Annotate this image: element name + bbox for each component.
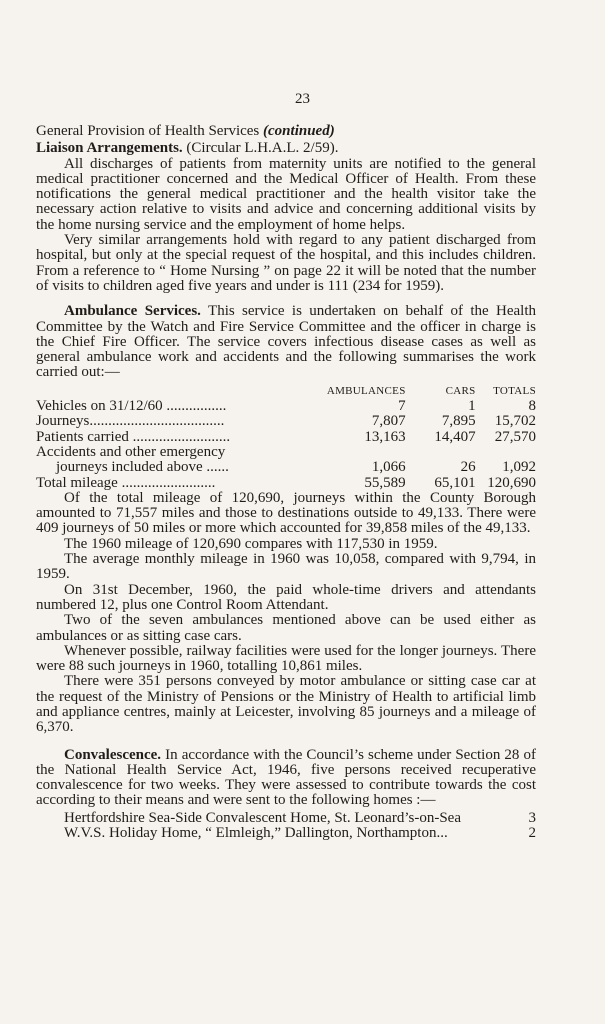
ambulance-paragraph-vehicles: Two of the seven ambulances mentioned above can be used either as ambulances or as sitting case cars. (36, 612, 536, 644)
liaison-heading: Liaison Arrangements. (36, 140, 183, 157)
table-row (36, 399, 536, 414)
ambulance-intro-paragraph (36, 304, 536, 380)
section-heading (36, 124, 536, 139)
home-count: 3 (528, 809, 536, 826)
cell-cars: 26 (460, 459, 476, 476)
ambulance-paragraph-staff: On 31st December, 1960, the paid whole-time drivers and attendants numbered 12, plus one Control Room Attendant. (36, 581, 536, 613)
table-row (36, 445, 536, 460)
liaison-heading-line (36, 141, 536, 156)
table-header-row (36, 384, 536, 399)
cell-totals: 15,702 (494, 413, 536, 430)
ambulance-table (36, 384, 536, 491)
row-label: Accidents and other emergency (36, 443, 226, 460)
convalescence-paragraph (36, 748, 536, 809)
home-name: Hertfordshire Sea-Side Convalescent Home, St. Leonard’s-on-Sea (64, 809, 461, 826)
column-header-cars: CARS (445, 384, 476, 397)
cell-cars: 65,101 (434, 474, 476, 491)
home-count: 2 (528, 825, 536, 842)
table-row (36, 414, 536, 429)
cell-totals: 27,570 (494, 428, 536, 445)
convalescence-intro: In accordance with the Council’s scheme under Section 28 of the National Health Service Act, 1946, five persons received recuperative convalescence for two weeks. They were assessed to contribute towards the cost according to their means and were sent to the following homes :— (36, 746, 536, 809)
liaison-ref: (Circular L.H.A.L. 2/59). (186, 140, 339, 157)
row-label: Total mileage ......................... (36, 474, 216, 491)
page-number: 23 (295, 91, 310, 107)
liaison-paragraph-1: All discharges of patients from maternity units are notified to the general medical practitioner concerned and the Medical Officer of Health. From these notifications the general medical practitioner and the health visitor take the necessary action relative to visits and advice and concerning additional visits by the home nursing service and the employment of home helps. (36, 155, 536, 233)
cell-cars: 14,407 (434, 428, 476, 445)
cell-ambulances: 13,163 (364, 428, 406, 445)
cell-totals: 1,092 (502, 459, 536, 476)
liaison-paragraph-2: Very similar arrangements hold with regard to any patient discharged from hospital, but only at the special request of the hospital, and this includes children. From a reference to “ Home Nursing ” on page 22 it will be noted that the number of visits to children aged five years and under is 111 (234 for 1959). (36, 232, 536, 294)
column-header-totals: TOTALS (493, 384, 536, 397)
row-label: journeys included above ...... (56, 459, 229, 476)
cell-totals: 120,690 (487, 474, 536, 491)
row-label: Journeys.................................... (36, 413, 225, 430)
continued-label: (continued) (263, 123, 335, 139)
cell-cars: 1 (468, 398, 476, 415)
cell-ambulances: 7,807 (371, 413, 406, 430)
list-item (36, 811, 536, 826)
ambulance-heading: Ambulance Services. (64, 303, 201, 320)
home-name: W.V.S. Holiday Home, “ Elmleigh,” Dallington, Northampton... (64, 825, 448, 842)
ambulance-paragraph-ministry: There were 351 persons conveyed by motor ambulance or sitting case car at the request of the Ministry of Pensions or the Ministry of Health to artificial limb and appliance centres, mainly at Leicester, involving 85 journeys and a mileage of 6,370. (36, 673, 536, 736)
table-row (36, 460, 536, 475)
table-row (36, 430, 536, 445)
cell-ambulances: 1,066 (371, 459, 406, 476)
ambulance-paragraph-monthly: The average monthly mileage in 1960 was 10,058, compared with 9,794, in 1959. (36, 551, 536, 583)
page-content (36, 124, 536, 841)
convalescence-heading: Convalescence. (64, 746, 162, 763)
list-item (36, 826, 536, 841)
convalescent-homes-list (36, 811, 536, 842)
cell-cars: 7,895 (441, 413, 476, 430)
section-title: General Provision of Health Services (36, 123, 260, 139)
row-label: Patients carried .......................... (36, 428, 231, 445)
table-row (36, 476, 536, 491)
column-header-ambulances: AMBULANCES (326, 384, 406, 397)
ambulance-paragraph-mileage: Of the total mileage of 120,690, journeys within the County Borough amounted to 71,557 miles and those to destinations outside to 49,133. There were 409 journeys of 50 miles or more which accounted for 39,858 miles of the 49,133. (36, 489, 536, 537)
cell-ambulances: 7 (398, 398, 406, 415)
ambulance-paragraph-railway: Whenever possible, railway facilities were used for the longer journeys. There were 88 such journeys in 1960, totalling 10,861 miles. (36, 642, 536, 675)
ambulance-intro: This service is undertaken on behalf of the Health Committee by the Watch and Fire Service Committee and the officer in charge is the Chief Fire Officer. The service covers infectious disease cases as well as general ambulance work and accidents and the following summarises the work carried out:— (36, 303, 536, 381)
ambulance-paragraph-comparison: The 1960 mileage of 120,690 compares with 117,530 in 1959. (64, 535, 438, 552)
cell-totals: 8 (528, 398, 536, 415)
cell-ambulances: 55,589 (364, 474, 406, 491)
row-label: Vehicles on 31/12/60 ................ (36, 398, 227, 415)
